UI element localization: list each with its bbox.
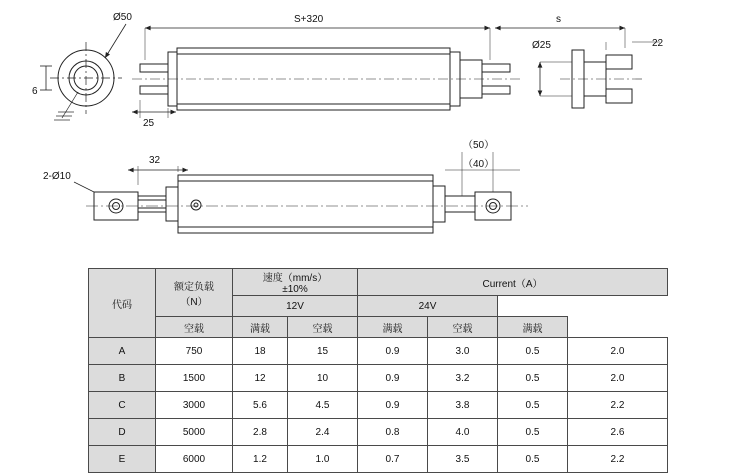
table-row bbox=[89, 338, 668, 365]
dim-s320 bbox=[145, 28, 490, 60]
header-speed-tol: ±10% bbox=[282, 284, 308, 295]
label-s: s bbox=[556, 14, 561, 25]
cell-load: 5000 bbox=[156, 419, 233, 446]
header-speed-text: 速度（mm/s） bbox=[262, 273, 328, 284]
cell-code: C bbox=[89, 392, 156, 419]
header-current: Current（A） bbox=[358, 269, 668, 296]
cell-24v-fullload: 2.0 bbox=[568, 365, 668, 392]
label-s320: S+320 bbox=[294, 14, 324, 25]
header-12v: 12V bbox=[233, 296, 358, 317]
spec-table-wrap bbox=[88, 268, 668, 473]
spec-table bbox=[88, 268, 668, 473]
cell-speed-noload: 5.6 bbox=[233, 392, 288, 419]
cell-speed-fullload: 10 bbox=[288, 365, 358, 392]
cell-24v-fullload: 2.0 bbox=[568, 338, 668, 365]
cell-speed-fullload: 1.0 bbox=[288, 446, 358, 473]
label-dia25: Ø25 bbox=[532, 40, 551, 51]
cell-speed-fullload: 4.5 bbox=[288, 392, 358, 419]
cell-24v-noload: 0.5 bbox=[498, 446, 568, 473]
label-40: （40） bbox=[463, 159, 495, 170]
header-speed-noload: 空载 bbox=[156, 317, 233, 338]
bottom-actuator-body bbox=[94, 175, 511, 233]
header-12v-noload: 空载 bbox=[288, 317, 358, 338]
cell-code: E bbox=[89, 446, 156, 473]
header-code: 代码 bbox=[89, 269, 156, 338]
table-body bbox=[89, 338, 668, 473]
cell-12v-noload: 0.9 bbox=[358, 338, 428, 365]
cell-speed-noload: 18 bbox=[233, 338, 288, 365]
cell-24v-noload: 0.5 bbox=[498, 338, 568, 365]
header-12v-fullload: 满载 bbox=[358, 317, 428, 338]
header-speed-fullload: 满载 bbox=[233, 317, 288, 338]
cell-12v-fullload: 3.8 bbox=[428, 392, 498, 419]
label-32: 32 bbox=[149, 155, 161, 166]
table-row bbox=[89, 419, 668, 446]
table-row bbox=[89, 446, 668, 473]
cell-load: 6000 bbox=[156, 446, 233, 473]
cell-code: B bbox=[89, 365, 156, 392]
header-rated-load bbox=[156, 269, 233, 317]
cell-24v-fullload: 2.2 bbox=[568, 446, 668, 473]
cell-24v-noload: 0.5 bbox=[498, 419, 568, 446]
holes-leader bbox=[74, 182, 94, 192]
header-24v-fullload: 满载 bbox=[498, 317, 568, 338]
cell-speed-fullload: 15 bbox=[288, 338, 358, 365]
label-25: 25 bbox=[143, 118, 155, 129]
cell-speed-noload: 12 bbox=[233, 365, 288, 392]
cell-12v-noload: 0.8 bbox=[358, 419, 428, 446]
header-rated-load-text: 额定负载 bbox=[174, 281, 214, 293]
cell-24v-noload: 0.5 bbox=[498, 392, 568, 419]
cell-12v-noload: 0.9 bbox=[358, 365, 428, 392]
header-24v: 24V bbox=[358, 296, 498, 317]
dim-25 bbox=[132, 100, 176, 118]
label-50: （50） bbox=[463, 140, 495, 151]
table-row bbox=[89, 392, 668, 419]
cell-12v-fullload: 3.5 bbox=[428, 446, 498, 473]
cell-12v-fullload: 4.0 bbox=[428, 419, 498, 446]
label-2-dia10: 2-Ø10 bbox=[43, 171, 71, 182]
cell-24v-noload: 0.5 bbox=[498, 365, 568, 392]
label-22: 22 bbox=[652, 38, 664, 49]
cell-12v-fullload: 3.2 bbox=[428, 365, 498, 392]
table-header-row-3 bbox=[89, 317, 668, 338]
cell-12v-noload: 0.7 bbox=[358, 446, 428, 473]
cell-speed-fullload: 2.4 bbox=[288, 419, 358, 446]
table-header-row-1 bbox=[89, 269, 668, 296]
cell-24v-fullload: 2.6 bbox=[568, 419, 668, 446]
cell-load: 750 bbox=[156, 338, 233, 365]
table-row bbox=[89, 365, 668, 392]
cell-24v-fullload: 2.2 bbox=[568, 392, 668, 419]
header-speed bbox=[233, 269, 358, 296]
label-dia50: Ø50 bbox=[113, 12, 132, 23]
dia50-leader bbox=[105, 24, 126, 58]
cell-code: A bbox=[89, 338, 156, 365]
hatch bbox=[54, 112, 74, 120]
cell-speed-noload: 2.8 bbox=[233, 419, 288, 446]
cell-12v-noload: 0.9 bbox=[358, 392, 428, 419]
dim-s bbox=[495, 28, 625, 48]
cell-load: 3000 bbox=[156, 392, 233, 419]
end-view-centerlines bbox=[50, 42, 122, 114]
cell-speed-noload: 1.2 bbox=[233, 446, 288, 473]
cell-code: D bbox=[89, 419, 156, 446]
cell-12v-fullload: 3.0 bbox=[428, 338, 498, 365]
header-24v-noload: 空载 bbox=[428, 317, 498, 338]
cell-load: 1500 bbox=[156, 365, 233, 392]
label-6: 6 bbox=[32, 86, 38, 97]
header-rated-load-unit: （N） bbox=[180, 296, 208, 308]
